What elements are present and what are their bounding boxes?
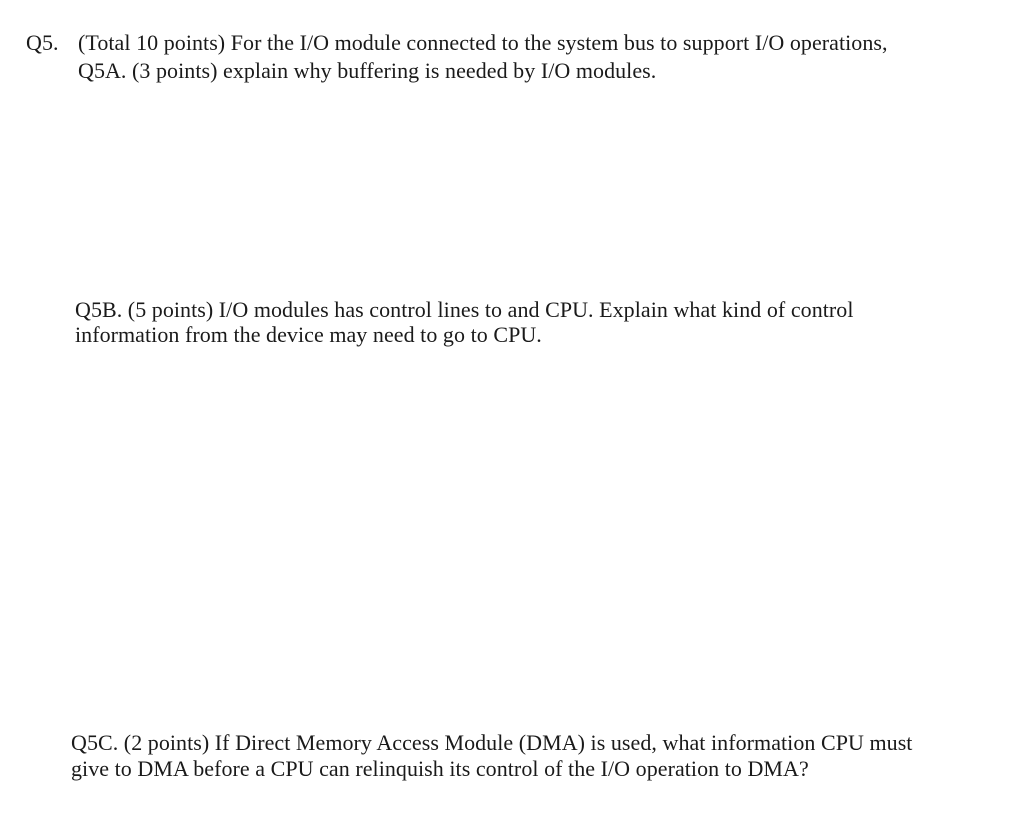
q5b-question-line-1: Q5B. (5 points) I/O modules has control lines to and CPU. Explain what kind of control bbox=[75, 297, 854, 322]
q5-number: Q5. bbox=[26, 30, 59, 55]
q5b-question-line-2: information from the device may need to go to CPU. bbox=[75, 322, 542, 347]
q5a-question: Q5A. (3 points) explain why buffering is needed by I/O modules. bbox=[78, 58, 657, 83]
q5a-answer-space bbox=[70, 92, 970, 282]
q5-header-line bbox=[26, 30, 888, 56]
q5c-question-line-2: give to DMA before a CPU can relinquish its control of the I/O operation to DMA? bbox=[71, 756, 809, 781]
q5b-answer-space bbox=[70, 356, 970, 716]
q5c-question-line-1: Q5C. (2 points) If Direct Memory Access Module (DMA) is used, what information CPU must bbox=[71, 730, 913, 755]
q5-header-text: (Total 10 points) For the I/O module connected to the system bus to support I/O operations, bbox=[78, 30, 888, 55]
